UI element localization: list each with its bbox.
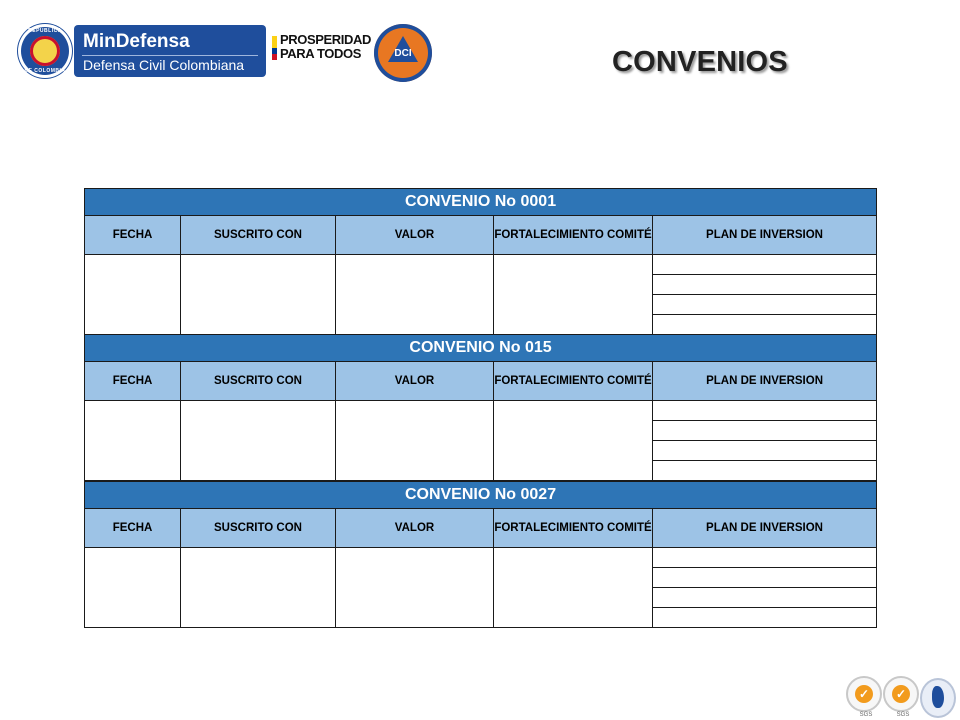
badge-label: SGS — [859, 712, 873, 718]
cell-plan-de-inversion[interactable] — [653, 588, 877, 608]
header-fortalecimiento-comite: FORTALECIMIENTO COMITÉ — [494, 362, 653, 401]
dci-logo-text: DCI — [394, 48, 412, 59]
coat-of-arms-icon — [30, 36, 60, 66]
cell-fecha[interactable] — [85, 255, 181, 335]
cell-plan-de-inversion[interactable] — [653, 421, 877, 441]
mindefensa-logo — [74, 25, 266, 77]
page-title: CONVENIOS — [612, 46, 788, 78]
header-fecha: FECHA — [85, 509, 181, 548]
cell-fecha[interactable] — [85, 401, 181, 481]
cell-plan-de-inversion[interactable] — [653, 548, 877, 568]
map-icon — [932, 686, 944, 708]
institution-name: Defensa Civil Colombiana — [83, 57, 245, 73]
cell-plan-de-inversion[interactable] — [653, 295, 877, 315]
defensa-civil-logo — [374, 24, 432, 82]
cell-suscrito-con[interactable] — [181, 401, 336, 481]
cell-fecha[interactable] — [85, 548, 181, 628]
header-fortalecimiento-comite: FORTALECIMIENTO COMITÉ — [494, 216, 653, 255]
header-suscrito-con: SUSCRITO CON — [181, 509, 336, 548]
cell-suscrito-con[interactable] — [181, 548, 336, 628]
cell-fortalecimiento-comite[interactable] — [494, 401, 653, 481]
cell-suscrito-con[interactable] — [181, 255, 336, 335]
header-valor: VALOR — [336, 509, 494, 548]
cell-plan-de-inversion[interactable] — [653, 441, 877, 461]
header-valor: VALOR — [336, 216, 494, 255]
header-fecha: FECHA — [85, 216, 181, 255]
cell-valor[interactable] — [336, 548, 494, 628]
sgs-certification-badge — [846, 676, 882, 718]
header-fecha: FECHA — [85, 362, 181, 401]
slogan-line-2: PARA TODOS — [280, 46, 361, 61]
cell-plan-de-inversion[interactable] — [653, 568, 877, 588]
cell-plan-de-inversion[interactable] — [653, 255, 877, 275]
convenio-title: CONVENIO No 0027 — [85, 482, 877, 509]
convenio-title: CONVENIO No 015 — [85, 335, 877, 362]
cell-valor[interactable] — [336, 255, 494, 335]
seal-text-bottom: DE COLOMBIA — [24, 68, 66, 74]
cell-plan-de-inversion[interactable] — [653, 275, 877, 295]
header-plan-de-inversion: PLAN DE INVERSION — [653, 362, 877, 401]
header-suscrito-con: SUSCRITO CON — [181, 362, 336, 401]
header-plan-de-inversion: PLAN DE INVERSION — [653, 216, 877, 255]
header-plan-de-inversion: PLAN DE INVERSION — [653, 509, 877, 548]
header-suscrito-con: SUSCRITO CON — [181, 216, 336, 255]
convenio-table-015 — [84, 334, 877, 481]
check-icon: ✓ — [855, 685, 873, 703]
convenio-title: CONVENIO No 0001 — [85, 189, 877, 216]
header-valor: VALOR — [336, 362, 494, 401]
prosperidad-logo — [280, 33, 371, 61]
seal-text-top: REPUBLICA — [28, 28, 62, 34]
cell-valor[interactable] — [336, 401, 494, 481]
colombia-seal-logo — [18, 24, 72, 78]
cell-fortalecimiento-comite[interactable] — [494, 255, 653, 335]
ministry-name: MinDefensa — [83, 31, 190, 52]
colombia-flag-icon — [272, 36, 277, 60]
cell-plan-de-inversion[interactable] — [653, 461, 877, 481]
convenio-table-0027 — [84, 481, 877, 628]
badge-label: SGS — [896, 712, 910, 718]
cell-plan-de-inversion[interactable] — [653, 401, 877, 421]
check-icon: ✓ — [892, 685, 910, 703]
cell-plan-de-inversion[interactable] — [653, 315, 877, 335]
cell-plan-de-inversion[interactable] — [653, 608, 877, 628]
slogan-line-1: PROSPERIDAD — [280, 32, 371, 47]
convenio-table-0001 — [84, 188, 877, 335]
colombia-map-logo — [920, 678, 956, 718]
sgs-certification-badge-2 — [883, 676, 919, 718]
header-fortalecimiento-comite: FORTALECIMIENTO COMITÉ — [494, 509, 653, 548]
cell-fortalecimiento-comite[interactable] — [494, 548, 653, 628]
logo-divider — [82, 55, 258, 56]
